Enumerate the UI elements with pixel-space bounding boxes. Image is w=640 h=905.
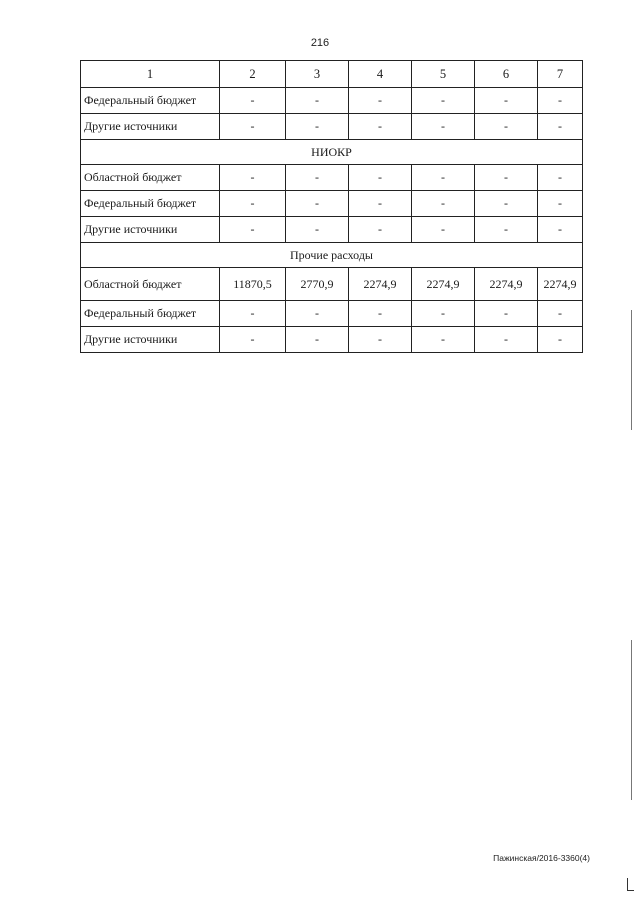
table-cell: - (349, 165, 412, 191)
table-row (81, 217, 583, 243)
table-cell: - (475, 165, 538, 191)
table-cell: 2274,9 (349, 268, 412, 301)
table-cell: - (286, 217, 349, 243)
table-cell: - (220, 301, 286, 327)
table-cell: 2274,9 (538, 268, 583, 301)
table-cell: - (475, 114, 538, 140)
table-cell: - (220, 327, 286, 353)
table-cell: - (286, 88, 349, 114)
column-header: 4 (349, 61, 412, 88)
table-cell: - (475, 301, 538, 327)
row-label: Федеральный бюджет (81, 191, 220, 217)
table-cell: - (286, 114, 349, 140)
table-cell: 2274,9 (475, 268, 538, 301)
table-cell: - (349, 217, 412, 243)
section-row (81, 140, 583, 165)
table-cell: 2274,9 (412, 268, 475, 301)
section-row (81, 243, 583, 268)
table-cell: - (538, 114, 583, 140)
table-cell: 11870,5 (220, 268, 286, 301)
document-code: Пажинская/2016-3360(4) (493, 853, 590, 863)
table-cell: - (220, 165, 286, 191)
header-row (81, 61, 583, 88)
table-cell: - (412, 114, 475, 140)
table-row (81, 191, 583, 217)
table-cell: - (349, 114, 412, 140)
table-cell: - (412, 327, 475, 353)
table-cell: - (538, 165, 583, 191)
table-cell: - (220, 217, 286, 243)
table-cell: - (538, 301, 583, 327)
table-cell: - (286, 165, 349, 191)
table-cell: - (475, 191, 538, 217)
table-cell: - (412, 191, 475, 217)
column-header: 3 (286, 61, 349, 88)
table-cell: - (412, 165, 475, 191)
table-cell: - (475, 327, 538, 353)
table-row (81, 327, 583, 353)
table-cell: - (220, 191, 286, 217)
table-cell: - (538, 88, 583, 114)
row-label: Другие источники (81, 327, 220, 353)
table-cell: - (412, 88, 475, 114)
section-title: Прочие расходы (81, 243, 583, 268)
table-cell: - (412, 217, 475, 243)
table-cell: 2770,9 (286, 268, 349, 301)
table-row (81, 301, 583, 327)
table-cell: - (220, 114, 286, 140)
scan-corner-mark (627, 878, 634, 891)
table-cell: - (475, 217, 538, 243)
table-row (81, 268, 583, 301)
table-row (81, 165, 583, 191)
row-label: Областной бюджет (81, 165, 220, 191)
row-label: Другие источники (81, 114, 220, 140)
scan-edge-line (631, 310, 632, 430)
column-header: 5 (412, 61, 475, 88)
table-cell: - (412, 301, 475, 327)
row-label: Федеральный бюджет (81, 88, 220, 114)
table-cell: - (349, 301, 412, 327)
row-label: Другие источники (81, 217, 220, 243)
table-row (81, 114, 583, 140)
column-header: 6 (475, 61, 538, 88)
table-cell: - (286, 191, 349, 217)
column-header: 7 (538, 61, 583, 88)
table-cell: - (349, 191, 412, 217)
row-label: Областной бюджет (81, 268, 220, 301)
table-row (81, 88, 583, 114)
table-cell: - (286, 301, 349, 327)
column-header: 2 (220, 61, 286, 88)
table-cell: - (220, 88, 286, 114)
table-cell: - (538, 217, 583, 243)
scan-edge-line (631, 640, 632, 800)
table-cell: - (286, 327, 349, 353)
table-cell: - (475, 88, 538, 114)
column-header: 1 (81, 61, 220, 88)
table-cell: - (538, 191, 583, 217)
section-title: НИОКР (81, 140, 583, 165)
table-cell: - (538, 327, 583, 353)
row-label: Федеральный бюджет (81, 301, 220, 327)
table-cell: - (349, 88, 412, 114)
table-cell: - (349, 327, 412, 353)
budget-table (80, 60, 583, 353)
page-number: 216 (310, 37, 330, 49)
